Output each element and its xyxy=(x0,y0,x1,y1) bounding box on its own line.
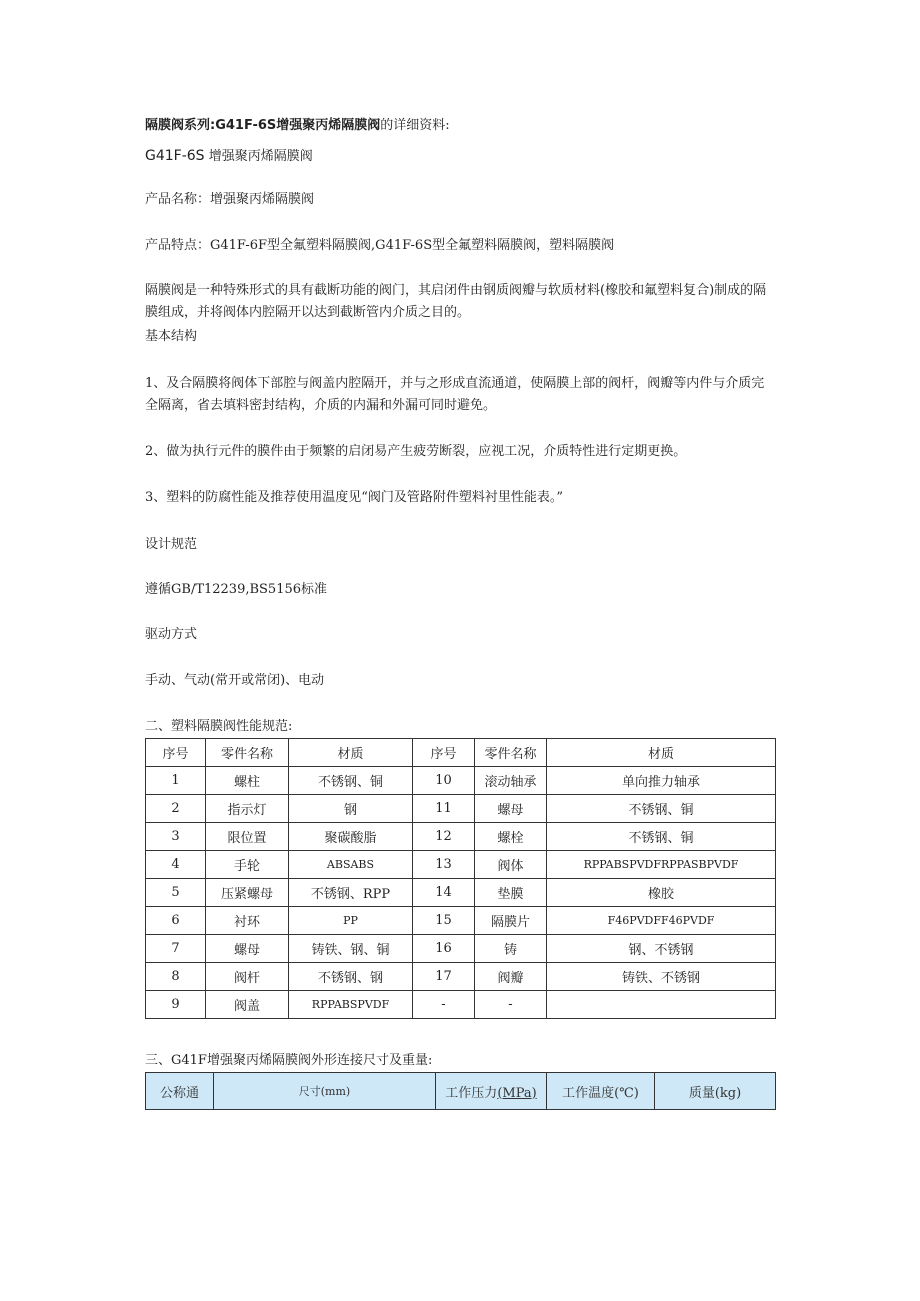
structure-item-3: 3、塑料的防腐性能及推荐使用温度见“阀门及管路附件塑料衬里性能表。” xyxy=(145,490,564,505)
header-cell: 工作温度(℃) xyxy=(547,1073,655,1110)
table-row xyxy=(146,963,776,991)
table-cell: 不锈钢、铜 xyxy=(289,767,413,795)
table-cell: 1 xyxy=(146,767,206,795)
table-cell: 铸 xyxy=(475,935,547,963)
table-cell: 2 xyxy=(146,795,206,823)
header-cell: 材质 xyxy=(289,739,413,767)
heading-normal: 的详细资料: xyxy=(380,118,450,133)
header-cell: 公称通 xyxy=(146,1073,214,1110)
table-cell: 14 xyxy=(413,879,475,907)
header-cell: 尺寸(mm) xyxy=(214,1073,436,1110)
table-cell: 钢 xyxy=(289,795,413,823)
header-cell xyxy=(436,1073,547,1110)
table-cell: 隔膜片 xyxy=(475,907,547,935)
table-cell: F46PVDFF46PVDF xyxy=(547,907,776,935)
pressure-label: 工作压力 xyxy=(445,1085,498,1101)
dimensions-table xyxy=(145,1072,776,1110)
table-cell: 3 xyxy=(146,823,206,851)
product-name: 产品名称：增强聚丙烯隔膜阀 xyxy=(145,192,315,207)
design-heading: 设计规范 xyxy=(145,537,198,552)
table-cell: RPPABSPVDF xyxy=(289,991,413,1019)
table-cell: 阀体 xyxy=(475,851,547,879)
table-cell: RPPABSPVDFRPPASBPVDF xyxy=(547,851,776,879)
structure-item-1: 1、及合隔膜将阀体下部腔与阀盖内腔隔开，并与之形成直流通道，使隔膜上部的阀杆，阀瓣等内件与介质完全隔离，省去填料密封结构，介质的内漏和外漏可同时避免。 xyxy=(145,376,765,413)
table-cell: 不锈钢、铜 xyxy=(547,795,776,823)
product-subtitle xyxy=(145,146,313,167)
document-heading xyxy=(145,116,450,136)
table-cell: 阀杆 xyxy=(206,963,289,991)
header-cell: 零件名称 xyxy=(206,739,289,767)
table-cell: 铸铁、不锈钢 xyxy=(547,963,776,991)
table-cell: PP xyxy=(289,907,413,935)
table-cell: 滚动轴承 xyxy=(475,767,547,795)
table-cell: 铸铁、钢、铜 xyxy=(289,935,413,963)
product-features: 产品特点：G41F-6F型全氟塑料隔膜阀,G41F-6S型全氟塑料隔膜阀，塑料隔膜阀 xyxy=(145,238,615,253)
table-cell: 阀盖 xyxy=(206,991,289,1019)
table-cell: 螺栓 xyxy=(475,823,547,851)
table-cell: 单向推力轴承 xyxy=(547,767,776,795)
table-cell: 11 xyxy=(413,795,475,823)
table-row xyxy=(146,879,776,907)
table-cell: 9 xyxy=(146,991,206,1019)
structure-heading: 基本结构 xyxy=(145,329,198,344)
structure-item-2: 2、做为执行元件的膜件由于频繁的启闭易产生疲劳断裂，应视工况，介质特性进行定期更换。 xyxy=(145,444,687,459)
table-cell: 垫膜 xyxy=(475,879,547,907)
parts-table xyxy=(145,738,776,1019)
intro-paragraph: 隔膜阀是一种特殊形式的具有截断功能的阀门，其启闭件由钢质阀瓣与软质材料(橡胶和氟塑料复合)制成的隔膜组成，并将阀体内腔隔开以达到截断管内介质之目的。 xyxy=(145,283,767,320)
table-row xyxy=(146,823,776,851)
table-cell: 4 xyxy=(146,851,206,879)
table-cell: 8 xyxy=(146,963,206,991)
table-header-row xyxy=(146,739,776,767)
table-cell: 15 xyxy=(413,907,475,935)
table-row xyxy=(146,907,776,935)
table-cell: 钢、不锈钢 xyxy=(547,935,776,963)
table-cell: 手轮 xyxy=(206,851,289,879)
table-cell: 不锈钢、钢 xyxy=(289,963,413,991)
table-cell: 螺母 xyxy=(475,795,547,823)
table-cell: 17 xyxy=(413,963,475,991)
table-cell: 螺母 xyxy=(206,935,289,963)
table-cell: 5 xyxy=(146,879,206,907)
header-cell: 材质 xyxy=(547,739,776,767)
table-cell: 螺柱 xyxy=(206,767,289,795)
table-cell: 10 xyxy=(413,767,475,795)
table-cell: 13 xyxy=(413,851,475,879)
subtitle-name: 增强聚丙烯隔膜阀 xyxy=(208,149,313,164)
table-cell: 橡胶 xyxy=(547,879,776,907)
table-row xyxy=(146,851,776,879)
subtitle-code: G41F-6S xyxy=(145,148,205,164)
table1-caption: 二、塑料隔膜阀性能规范: xyxy=(145,719,293,734)
table-cell: 12 xyxy=(413,823,475,851)
table-cell: 聚碳酸脂 xyxy=(289,823,413,851)
table-cell: 限位置 xyxy=(206,823,289,851)
table-cell: 不锈钢、RPP xyxy=(289,879,413,907)
table2-caption: 三、G41F增强聚丙烯隔膜阀外形连接尺寸及重量: xyxy=(145,1053,433,1068)
table-row xyxy=(146,767,776,795)
table-row xyxy=(146,991,776,1019)
header-cell: 质量(kg) xyxy=(655,1073,776,1110)
table-cell: - xyxy=(475,991,547,1019)
table-cell: - xyxy=(413,991,475,1019)
table-cell xyxy=(547,991,776,1019)
header-cell: 零件名称 xyxy=(475,739,547,767)
table-cell: 6 xyxy=(146,907,206,935)
table-cell: 指示灯 xyxy=(206,795,289,823)
table-cell: 衬环 xyxy=(206,907,289,935)
table-cell: 16 xyxy=(413,935,475,963)
table-cell: 阀瓣 xyxy=(475,963,547,991)
table-cell: ABSABS xyxy=(289,851,413,879)
header-cell: 序号 xyxy=(413,739,475,767)
table-row xyxy=(146,935,776,963)
header-cell: 序号 xyxy=(146,739,206,767)
heading-bold: 隔膜阀系列:G41F-6S增强聚丙烯隔膜阀 xyxy=(145,118,381,133)
table-cell: 不锈钢、铜 xyxy=(547,823,776,851)
table-cell: 压紧螺母 xyxy=(206,879,289,907)
pressure-unit: (MPa) xyxy=(497,1085,537,1101)
drive-heading: 驱动方式 xyxy=(145,627,198,642)
design-text: 遵循GB/T12239,BS5156标准 xyxy=(145,582,328,597)
drive-text: 手动、气动(常开或常闭)、电动 xyxy=(145,673,325,688)
table-row xyxy=(146,795,776,823)
table-cell: 7 xyxy=(146,935,206,963)
table-header-row xyxy=(146,1073,776,1110)
